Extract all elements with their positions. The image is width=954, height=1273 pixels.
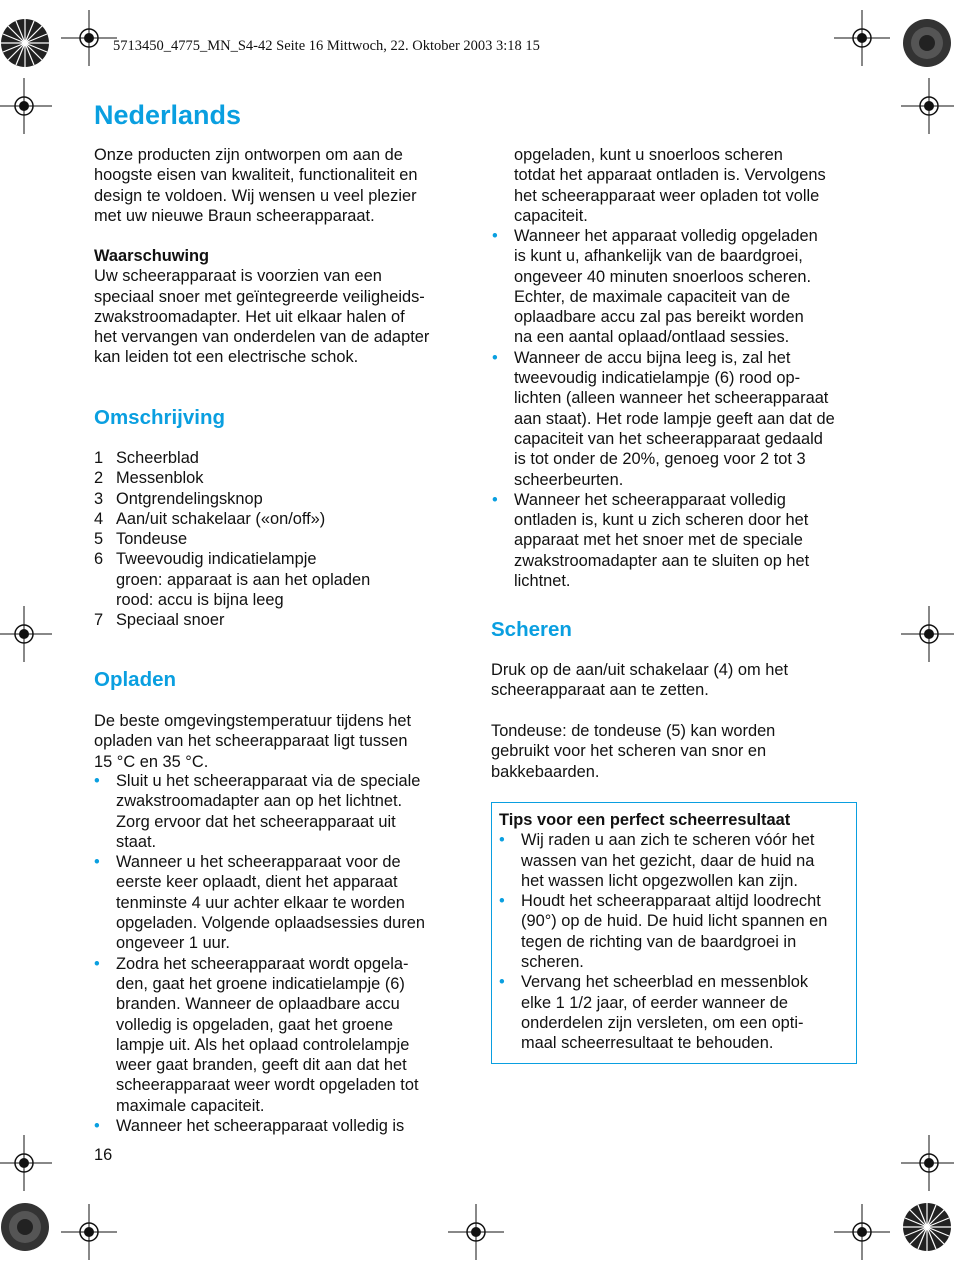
opladen-intro bbox=[94, 711, 411, 772]
parts-list-item bbox=[94, 448, 370, 468]
charging-bullet-item bbox=[492, 226, 835, 348]
bullet-text-line: scheren. bbox=[521, 953, 584, 972]
scheren-paragraph-1 bbox=[491, 660, 788, 701]
scheren-line: Tondeuse: de tondeuse (5) kan worden bbox=[491, 722, 776, 740]
tips-box bbox=[491, 802, 857, 1064]
opladen-intro-line: 15 °C en 35 °C. bbox=[94, 752, 209, 771]
charging-bullet-item bbox=[492, 348, 835, 490]
continuation-line: opgeladen, kunt u snoerloos scheren bbox=[514, 146, 783, 164]
bullet-icon: • bbox=[94, 853, 100, 872]
parts-list-item bbox=[94, 590, 370, 610]
bullet-icon: • bbox=[94, 772, 100, 790]
crosshair-registration-icon bbox=[0, 606, 52, 667]
bullet-icon: • bbox=[94, 1117, 100, 1136]
bullet-text-line: Vervang het scheerblad en messenblok bbox=[521, 973, 809, 992]
bullet-text-line: het wassen licht opgezwollen kan zijn. bbox=[521, 871, 798, 890]
part-number: 1 bbox=[94, 449, 104, 467]
bullet-text-line: scheerapparaat weer wordt opgeladen tot bbox=[116, 1076, 419, 1095]
bullet-text-line: Zodra het scheerapparaat wordt opgela- bbox=[116, 954, 409, 973]
part-number: 3 bbox=[94, 489, 104, 508]
registration-mark-bottom-right-circle bbox=[902, 1202, 952, 1252]
scheren-line: gebruikt voor het scheren van snor en bbox=[491, 742, 767, 761]
tips-bullet-item bbox=[499, 972, 856, 1053]
registration-mark-top-right-circle bbox=[902, 18, 952, 68]
charging-bullets-continued bbox=[492, 226, 835, 591]
continuation-line: capaciteit. bbox=[514, 206, 588, 225]
bullet-icon: • bbox=[499, 892, 505, 911]
bullet-icon: • bbox=[492, 227, 498, 245]
parts-list-item bbox=[94, 529, 370, 549]
bullet-text-line: is kunt u, afhankelijk van de baardgroei, bbox=[514, 247, 803, 266]
bullet-text-line: is tot onder de 20%, genoeg voor 2 tot 3 bbox=[514, 450, 806, 469]
bullet-text-line: Wanneer de accu bijna leeg is, zal het bbox=[514, 348, 791, 367]
opladen-bullet-item bbox=[94, 1116, 425, 1136]
warning-heading: Waarschuwing bbox=[94, 247, 210, 265]
part-label: Speciaal snoer bbox=[116, 611, 225, 630]
warning-line: het vervangen van onderdelen van de adapter bbox=[94, 328, 430, 347]
opladen-bullets bbox=[94, 771, 425, 1136]
bullet-text-line: Echter, de maximale capaciteit van de bbox=[514, 287, 791, 306]
continuation-line: totdat het apparaat ontladen is. Vervolgens bbox=[514, 166, 826, 185]
opladen-heading: Opladen bbox=[94, 668, 177, 691]
registration-mark-top-left-circle bbox=[0, 18, 50, 68]
continuation-line: het scheerapparaat weer opladen tot volle bbox=[514, 186, 820, 205]
bullet-text-line: branden. Wanneer de oplaadbare accu bbox=[116, 995, 400, 1014]
part-number: 5 bbox=[94, 530, 104, 549]
page-number: 16 bbox=[94, 1146, 113, 1164]
crosshair-registration-icon bbox=[901, 1135, 954, 1196]
bullet-text-line: Sluit u het scheerapparaat via de speciale bbox=[116, 772, 421, 790]
bullet-text-line: ontladen is, kunt u zich scheren door het bbox=[514, 511, 809, 530]
bullet-text-line: Houdt het scheerapparaat altijd loodrecht bbox=[521, 892, 821, 911]
parts-list-item bbox=[94, 549, 370, 569]
intro-paragraph bbox=[94, 145, 417, 226]
tips-heading: Tips voor een perfect scheerresultaat bbox=[499, 811, 791, 829]
bullet-text-line: weer gaat branden, geeft dit aan dat het bbox=[116, 1056, 407, 1075]
bullet-text-line: opgeladen. Volgende oplaadsessies duren bbox=[116, 914, 425, 933]
bullet-icon: • bbox=[492, 348, 498, 367]
bullet-text-line: zwakstroomadapter aan op het lichtnet. bbox=[116, 792, 403, 811]
bullet-text-line: tenminste 4 uur achter elkaar te worden bbox=[116, 893, 405, 912]
bullet-text-line: tegen de richting van de baardgroei in bbox=[521, 932, 797, 951]
part-label: Tweevoudig indicatielampje bbox=[116, 550, 317, 569]
crosshair-registration-icon bbox=[834, 1204, 890, 1265]
warning-line: zwakstroomadapter. Het uit elkaar halen of bbox=[94, 307, 405, 326]
parts-list-item bbox=[94, 489, 370, 509]
bullet-text-line: aan staat). Het rode lampje geeft aan dat de bbox=[514, 409, 835, 428]
bullet-text-line: staat. bbox=[116, 832, 157, 851]
crosshair-registration-icon bbox=[834, 10, 890, 71]
crosshair-registration-icon bbox=[0, 78, 52, 139]
bullet-text-line: maximale capaciteit. bbox=[116, 1096, 265, 1115]
bullet-text-line: capaciteit van het scheerapparaat gedaald bbox=[514, 429, 823, 448]
warning-line: speciaal snoer met geïntegreerde veiligheids- bbox=[94, 287, 425, 306]
bullet-text-line: Wanneer u het scheerapparaat voor de bbox=[116, 853, 401, 872]
bullet-text-line: wassen van het gezicht, daar de huid na bbox=[521, 851, 815, 870]
parts-list-item bbox=[94, 610, 370, 630]
part-label: groen: apparaat is aan het opladen bbox=[116, 570, 371, 589]
page-title: Nederlands bbox=[94, 100, 242, 130]
bullet-icon: • bbox=[499, 973, 505, 992]
scheren-paragraph-2 bbox=[491, 721, 775, 782]
crosshair-registration-icon bbox=[901, 606, 954, 667]
bullet-text-line: Zorg ervoor dat het scheerapparaat uit bbox=[116, 812, 396, 831]
bullet-text-line: ongeveer 40 minuten snoerloos scheren. bbox=[514, 267, 812, 286]
tips-bullets bbox=[499, 830, 856, 1053]
print-header-line: 5713450_4775_MN_S4-42 Seite 16 Mittwoch, 22. Oktober 2003 3:18 15 bbox=[113, 38, 540, 54]
bullet-text-line: onderdelen zijn versleten, om een opti- bbox=[521, 1013, 804, 1032]
bullet-text-line: Wanneer het apparaat volledig opgeladen bbox=[514, 227, 818, 245]
scheren-heading: Scheren bbox=[491, 618, 572, 641]
warning-line: kan leiden tot een electrische schok. bbox=[94, 348, 359, 367]
part-label: Messenblok bbox=[116, 469, 204, 488]
warning-section bbox=[94, 246, 429, 368]
bullet-text-line: zwakstroomadapter aan te sluiten op het bbox=[514, 551, 810, 570]
part-number: 4 bbox=[94, 509, 104, 528]
crosshair-registration-icon bbox=[61, 10, 117, 71]
intro-line: Onze producten zijn ontworpen om aan de bbox=[94, 146, 403, 164]
bullet-icon: • bbox=[499, 831, 505, 850]
bullet-text-line: tweevoudig indicatielampje (6) rood op- bbox=[514, 369, 801, 388]
crosshair-registration-icon bbox=[0, 1135, 52, 1196]
part-number: 2 bbox=[94, 469, 104, 488]
opladen-bullet-item bbox=[94, 852, 425, 953]
bullet-text-line: lampje uit. Als het oplaad controlelampje bbox=[116, 1035, 410, 1054]
bullet-text-line: ongeveer 1 uur. bbox=[116, 934, 230, 953]
opladen-bullet-item bbox=[94, 954, 425, 1116]
scheren-line: Druk op de aan/uit schakelaar (4) om het bbox=[491, 661, 789, 679]
bullet-text-line: maal scheerresultaat te behouden. bbox=[521, 1034, 774, 1053]
part-number: 6 bbox=[94, 550, 104, 569]
scheren-line: scheerapparaat aan te zetten. bbox=[491, 681, 709, 700]
bullet-text-line: eerste keer oplaadt, dient het apparaat bbox=[116, 873, 398, 892]
bullet-text-line: scheerbeurten. bbox=[514, 470, 624, 489]
part-label: rood: accu is bijna leeg bbox=[116, 591, 284, 610]
part-number: 7 bbox=[94, 611, 104, 630]
bullet-text-line: Wanneer het scheerapparaat volledig is bbox=[116, 1117, 405, 1136]
bullet-text-line: apparaat met het snoer met de speciale bbox=[514, 531, 803, 550]
charging-bullet-item bbox=[492, 490, 835, 591]
opladen-intro-line: opladen van het scheerapparaat ligt tussen bbox=[94, 732, 408, 751]
crosshair-registration-icon bbox=[901, 78, 954, 139]
parts-list-item bbox=[94, 509, 370, 529]
bullet-text-line: oplaadbare accu zal pas bereikt worden bbox=[514, 308, 804, 327]
bullet-text-line: lichtnet. bbox=[514, 572, 571, 591]
tips-bullet-item bbox=[499, 830, 856, 891]
continuation-text bbox=[514, 145, 826, 226]
omschrijving-heading: Omschrijving bbox=[94, 406, 226, 429]
bullet-text-line: volledig is opgeladen, gaat het groene bbox=[116, 1015, 394, 1034]
bullet-text-line: na een aantal oplaad/ontlaad sessies. bbox=[514, 328, 790, 347]
bullet-text-line: den, gaat het groene indicatielampje (6) bbox=[116, 974, 405, 993]
parts-list-item bbox=[94, 570, 370, 590]
part-label: Scheerblad bbox=[116, 449, 199, 467]
registration-mark-bottom-left-circle bbox=[0, 1202, 50, 1252]
intro-line: design te voldoen. Wij wensen u veel plezier bbox=[94, 186, 417, 205]
bullet-icon: • bbox=[94, 954, 100, 973]
part-label: Ontgrendelingsknop bbox=[116, 489, 263, 508]
part-label: Tondeuse bbox=[116, 530, 188, 549]
intro-line: met uw nieuwe Braun scheerapparaat. bbox=[94, 206, 375, 225]
warning-line: Uw scheerapparaat is voorzien van een bbox=[94, 267, 382, 286]
opladen-bullet-item bbox=[94, 771, 425, 852]
bullet-text-line: elke 1 1/2 jaar, of eerder wanneer de bbox=[521, 993, 788, 1012]
crosshair-registration-icon bbox=[448, 1204, 504, 1265]
tips-bullet-item bbox=[499, 891, 856, 972]
bullet-text-line: (90°) op de huid. De huid licht spannen en bbox=[521, 912, 828, 931]
parts-list bbox=[94, 448, 370, 631]
bullet-icon: • bbox=[492, 490, 498, 509]
crosshair-registration-icon bbox=[61, 1204, 117, 1265]
bullet-text-line: Wanneer het scheerapparaat volledig bbox=[514, 490, 786, 509]
scheren-line: bakkebaarden. bbox=[491, 762, 600, 781]
bullet-text-line: Wij raden u aan zich te scheren vóór het bbox=[521, 831, 815, 850]
opladen-intro-line: De beste omgevingstemperatuur tijdens het bbox=[94, 712, 412, 730]
parts-list-item bbox=[94, 468, 370, 488]
bullet-text-line: lichten (alleen wanneer het scheerapparaat bbox=[514, 389, 829, 408]
intro-line: hoogste eisen van kwaliteit, functionaliteit en bbox=[94, 166, 418, 185]
part-label: Aan/uit schakelaar («on/off») bbox=[116, 509, 326, 528]
